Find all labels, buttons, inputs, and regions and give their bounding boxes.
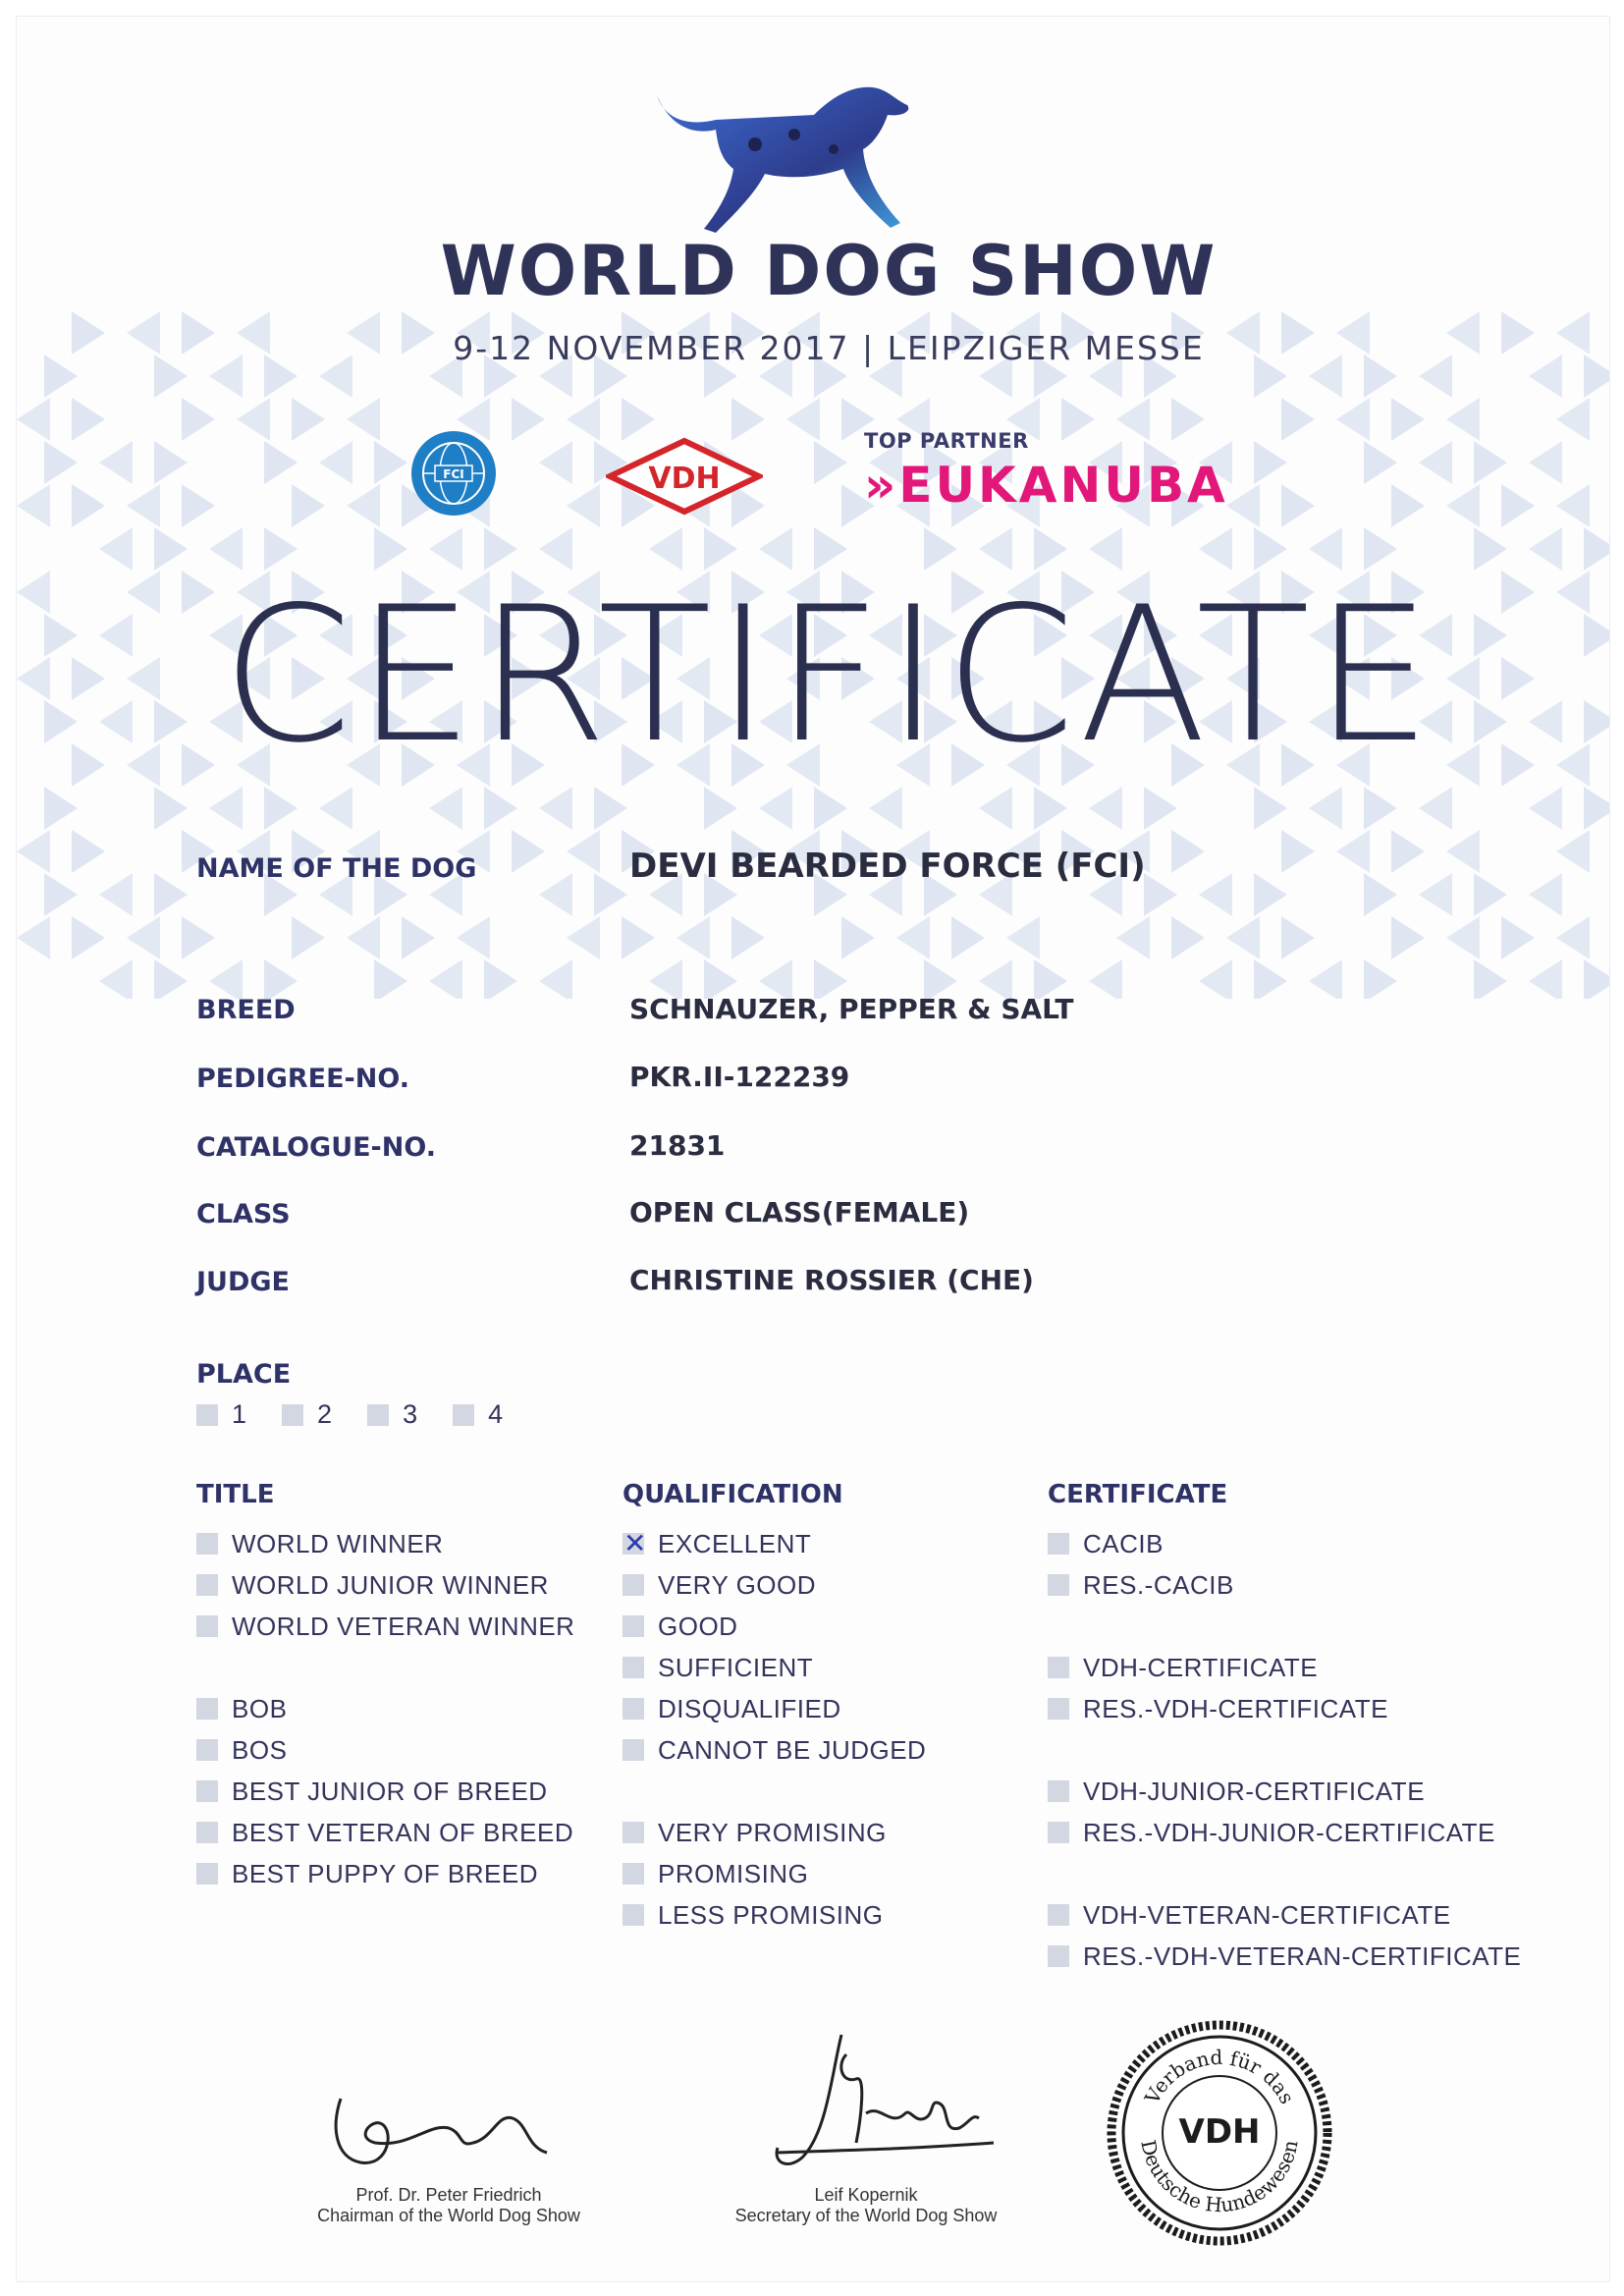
pattern-triangle <box>1556 484 1590 527</box>
checkbox[interactable] <box>1048 1698 1069 1720</box>
pattern-triangle <box>512 398 545 441</box>
pattern-triangle <box>567 484 600 527</box>
pattern-triangle <box>1446 830 1480 873</box>
pattern-triangle <box>292 398 325 441</box>
pattern-triangle <box>1529 787 1562 830</box>
pattern-triangle <box>484 787 517 830</box>
pattern-triangle <box>567 398 600 441</box>
checkbox[interactable] <box>1048 1904 1069 1926</box>
pattern-triangle <box>1446 398 1480 441</box>
pattern-triangle <box>374 959 407 999</box>
pattern-triangle <box>704 527 737 571</box>
pattern-triangle <box>99 959 133 999</box>
pattern-triangle <box>72 398 105 441</box>
pattern-triangle <box>622 398 655 441</box>
certificate-col-heading: CERTIFICATE <box>1048 1480 1228 1509</box>
certificate-column <box>1048 1480 1521 1977</box>
pattern-triangle <box>154 441 188 484</box>
pattern-triangle <box>1336 830 1370 873</box>
pattern-triangle <box>539 959 572 999</box>
checkbox[interactable] <box>623 1698 644 1720</box>
pattern-triangle <box>17 830 50 873</box>
pattern-triangle <box>1309 527 1342 571</box>
pattern-triangle <box>457 916 490 959</box>
pattern-triangle <box>622 916 655 959</box>
pattern-triangle <box>1474 441 1507 484</box>
pattern-triangle <box>759 787 792 830</box>
qualification-option[interactable]: VERY GOOD <box>623 1564 926 1606</box>
pattern-triangle <box>539 787 572 830</box>
certificate-option[interactable]: VDH-CERTIFICATE <box>1048 1647 1521 1688</box>
signature-chairman <box>282 2069 616 2226</box>
pattern-triangle <box>154 787 188 830</box>
title-option[interactable]: BEST PUPPY OF BREED <box>196 1853 574 1894</box>
pattern-triangle <box>17 484 50 527</box>
checkbox[interactable] <box>196 1863 218 1885</box>
pattern-triangle <box>44 873 78 916</box>
pattern-triangle <box>1391 398 1425 441</box>
checkbox[interactable] <box>196 1780 218 1802</box>
pattern-triangle <box>292 916 325 959</box>
name-label: NAME OF THE DOG <box>196 853 477 884</box>
pattern-triangle <box>1226 484 1260 527</box>
checkbox[interactable] <box>196 1404 218 1426</box>
pattern-triangle <box>292 484 325 527</box>
certificate-option[interactable]: RES.-CACIB <box>1048 1564 1521 1606</box>
pattern-triangle <box>44 441 78 484</box>
pattern-triangle <box>1034 787 1067 830</box>
qualification-heading: QUALIFICATION <box>623 1480 843 1509</box>
pattern-triangle <box>429 787 462 830</box>
pattern-triangle <box>1254 787 1287 830</box>
checkbox-checked[interactable] <box>623 1533 644 1555</box>
pattern-triangle <box>924 527 957 571</box>
checkbox[interactable] <box>196 1533 218 1555</box>
secretary-name: Leif Kopernik <box>814 2185 918 2205</box>
qualification-option[interactable]: LESS PROMISING <box>623 1894 926 1936</box>
svg-text:Deutsche Hundewesen: Deutsche Hundewesen <box>1136 2137 1303 2217</box>
pattern-triangle <box>209 527 243 571</box>
svg-text:Verband für das: Verband für das <box>1139 2045 1300 2108</box>
checkbox[interactable] <box>623 1863 644 1885</box>
checkbox[interactable] <box>282 1404 303 1426</box>
show-title: WORLD DOG SHOW <box>440 231 1218 311</box>
pattern-triangle <box>1254 527 1287 571</box>
svg-text:VDH: VDH <box>648 462 721 496</box>
pattern-triangle <box>1281 484 1315 527</box>
fci-logo-icon <box>409 429 498 518</box>
pattern-triangle <box>484 527 517 571</box>
checkbox[interactable] <box>453 1404 474 1426</box>
pattern-triangle <box>869 787 902 830</box>
pattern-triangle <box>731 916 765 959</box>
title-option[interactable]: WORLD JUNIOR WINNER <box>196 1564 574 1606</box>
show-subtitle: 9-12 NOVEMBER 2017 | LEIPZIGER MESSE <box>453 329 1205 367</box>
pattern-triangle <box>484 959 517 999</box>
pattern-triangle <box>1364 527 1397 571</box>
title-column <box>196 1480 574 1894</box>
pattern-triangle <box>1034 527 1067 571</box>
pattern-triangle <box>1089 527 1122 571</box>
checkbox[interactable] <box>196 1698 218 1720</box>
certificate-option[interactable]: VDH-JUNIOR-CERTIFICATE <box>1048 1771 1521 1812</box>
pattern-triangle <box>1364 959 1397 999</box>
checkbox[interactable] <box>623 1657 644 1678</box>
pattern-triangle <box>1556 830 1590 873</box>
pattern-triangle <box>1089 959 1122 999</box>
pedigree-label: PEDIGREE-NO. <box>196 1064 409 1094</box>
title-option[interactable]: BEST JUNIOR OF BREED <box>196 1771 574 1812</box>
pattern-triangle <box>1281 830 1315 873</box>
partner-block <box>864 429 1228 514</box>
pattern-triangle <box>72 484 105 527</box>
checkbox[interactable] <box>623 1904 644 1926</box>
pattern-triangle <box>1474 959 1507 999</box>
pattern-triangle <box>1199 873 1232 916</box>
pattern-triangle <box>1529 959 1562 999</box>
checkbox[interactable] <box>1048 1780 1069 1802</box>
signature-secretary <box>699 2025 1033 2226</box>
pattern-triangle <box>649 527 682 571</box>
pattern-triangle <box>1116 916 1150 959</box>
checkbox[interactable] <box>196 1615 218 1637</box>
pattern-triangle <box>127 484 160 527</box>
vdh-logo-icon <box>606 437 763 516</box>
pattern-triangle <box>1474 873 1507 916</box>
pattern-triangle <box>1529 527 1562 571</box>
certificate-page <box>16 16 1610 2282</box>
place-option-3[interactable]: 3 <box>367 1399 417 1430</box>
pattern-triangle <box>182 484 215 527</box>
pattern-triangle <box>814 527 847 571</box>
handwritten-signature-secretary <box>719 2025 1013 2177</box>
title-option[interactable]: WORLD VETERAN WINNER <box>196 1606 574 1647</box>
pattern-triangle <box>814 787 847 830</box>
class-value: OPEN CLASS(FEMALE) <box>629 1196 970 1229</box>
breed-value: SCHNAUZER, PEPPER & SALT <box>629 993 1074 1025</box>
checkbox[interactable] <box>196 1739 218 1761</box>
name-value: DEVI BEARDED FORCE (FCI) <box>629 847 1146 886</box>
pattern-triangle <box>182 398 215 441</box>
pattern-triangle <box>1281 398 1315 441</box>
certificate-option[interactable]: RES.-VDH-CERTIFICATE <box>1048 1688 1521 1729</box>
pattern-triangle <box>594 787 627 830</box>
pattern-triangle <box>154 959 188 999</box>
pattern-triangle <box>374 527 407 571</box>
chairman-name: Prof. Dr. Peter Friedrich <box>355 2185 542 2205</box>
pattern-triangle <box>1254 441 1287 484</box>
pattern-triangle <box>154 527 188 571</box>
pattern-triangle <box>402 916 435 959</box>
pattern-triangle <box>1226 916 1260 959</box>
pattern-triangle <box>1529 441 1562 484</box>
pattern-triangle <box>1144 787 1177 830</box>
pattern-triangle <box>99 873 133 916</box>
pattern-triangle <box>1171 830 1205 873</box>
pattern-triangle <box>44 787 78 830</box>
pattern-triangle <box>1584 787 1609 830</box>
pattern-triangle <box>1529 873 1562 916</box>
pattern-triangle <box>731 398 765 441</box>
pattern-triangle <box>1391 830 1425 873</box>
svg-text:FCI: FCI <box>443 467 464 481</box>
title-option[interactable]: BOS <box>196 1729 574 1771</box>
pattern-triangle <box>1089 787 1122 830</box>
pattern-triangle <box>567 830 600 873</box>
pattern-triangle <box>979 527 1012 571</box>
checkbox[interactable] <box>1048 1657 1069 1678</box>
pattern-triangle <box>1144 873 1177 916</box>
checkbox[interactable] <box>623 1574 644 1596</box>
certificate-option[interactable]: VDH-VETERAN-CERTIFICATE <box>1048 1894 1521 1936</box>
pedigree-value: PKR.II-122239 <box>629 1061 850 1093</box>
pattern-triangle <box>1391 916 1425 959</box>
partner-label: TOP PARTNER <box>864 429 1029 453</box>
pattern-triangle <box>1584 959 1609 999</box>
title-option[interactable]: BEST VETERAN OF BREED <box>196 1812 574 1853</box>
breed-label: BREED <box>196 995 296 1025</box>
checkbox[interactable] <box>196 1574 218 1596</box>
svg-text:VDH: VDH <box>1178 2112 1261 2152</box>
pattern-triangle <box>429 959 462 999</box>
pattern-triangle <box>1364 441 1397 484</box>
pattern-triangle <box>1419 787 1452 830</box>
pattern-triangle <box>182 916 215 959</box>
title-option[interactable]: WORLD WINNER <box>196 1523 574 1564</box>
pattern-triangle <box>347 484 380 527</box>
pattern-triangle <box>429 527 462 571</box>
place-option-4[interactable]: 4 <box>453 1399 503 1430</box>
pattern-triangle <box>1391 484 1425 527</box>
pattern-triangle <box>319 441 352 484</box>
pattern-triangle <box>539 527 572 571</box>
catalogue-value: 21831 <box>629 1129 726 1162</box>
pattern-triangle <box>1556 398 1590 441</box>
pattern-triangle <box>319 787 352 830</box>
pattern-triangle <box>1006 916 1040 959</box>
secretary-role: Secretary of the World Dog Show <box>734 2206 998 2225</box>
pattern-triangle <box>1199 959 1232 999</box>
pattern-triangle <box>594 873 627 916</box>
certificate-option[interactable]: RES.-VDH-VETERAN-CERTIFICATE <box>1048 1936 1521 1977</box>
certificate-option[interactable]: CACIB <box>1048 1523 1521 1564</box>
dog-logo-icon <box>637 76 932 243</box>
handwritten-signature-chairman <box>301 2069 596 2177</box>
place-label: PLACE <box>196 1359 292 1390</box>
judge-value: CHRISTINE ROSSIER (CHE) <box>629 1264 1034 1296</box>
pattern-triangle <box>539 441 572 484</box>
judge-label: JUDGE <box>196 1267 290 1297</box>
pattern-triangle <box>209 787 243 830</box>
pattern-triangle <box>154 873 188 916</box>
pattern-triangle <box>1199 527 1232 571</box>
pattern-triangle <box>951 916 985 959</box>
pattern-triangle <box>539 873 572 916</box>
certificate-option[interactable]: RES.-VDH-JUNIOR-CERTIFICATE <box>1048 1812 1521 1853</box>
pattern-triangle <box>512 830 545 873</box>
pattern-triangle <box>1309 959 1342 999</box>
pattern-triangle <box>1419 441 1452 484</box>
pattern-triangle <box>1556 916 1590 959</box>
checkbox[interactable] <box>623 1822 644 1843</box>
qualification-option[interactable]: CANNOT BE JUDGED <box>623 1729 926 1771</box>
pattern-triangle <box>99 527 133 571</box>
checkbox[interactable] <box>1048 1574 1069 1596</box>
pattern-triangle <box>841 916 875 959</box>
qualification-option[interactable]: DISQUALIFIED <box>623 1688 926 1729</box>
pattern-triangle <box>264 787 298 830</box>
pattern-triangle <box>1474 527 1507 571</box>
checkbox[interactable] <box>1048 1945 1069 1967</box>
certificate-heading: CERTIFICATE <box>221 567 1436 784</box>
checkbox[interactable] <box>623 1739 644 1761</box>
pattern-triangle <box>127 916 160 959</box>
pattern-triangle <box>237 398 270 441</box>
place-options <box>196 1399 538 1430</box>
pattern-triangle <box>374 441 407 484</box>
pattern-triangle <box>209 959 243 999</box>
qualification-option-excellent[interactable]: ✕ EXCELLENT <box>623 1523 926 1564</box>
pattern-triangle <box>1584 527 1609 571</box>
pattern-triangle <box>99 441 133 484</box>
pattern-triangle <box>1281 916 1315 959</box>
checkbox[interactable] <box>367 1404 389 1426</box>
pattern-triangle <box>17 916 50 959</box>
pattern-triangle <box>1171 916 1205 959</box>
qualification-column <box>623 1480 926 1936</box>
catalogue-label: CATALOGUE-NO. <box>196 1132 436 1163</box>
title-option[interactable]: BOB <box>196 1688 574 1729</box>
pattern-triangle <box>1419 873 1452 916</box>
pattern-triangle <box>347 398 380 441</box>
pattern-triangle <box>979 787 1012 830</box>
pattern-triangle <box>814 441 847 484</box>
pattern-triangle <box>786 398 820 441</box>
pattern-triangle <box>264 441 298 484</box>
pattern-triangle <box>1364 873 1397 916</box>
pattern-triangle <box>1501 484 1535 527</box>
place-option-2[interactable]: 2 <box>282 1399 332 1430</box>
pattern-triangle <box>1254 873 1287 916</box>
pattern-triangle <box>347 916 380 959</box>
pattern-triangle <box>264 959 298 999</box>
qualification-option[interactable]: SUFFICIENT <box>623 1647 926 1688</box>
pattern-triangle <box>72 830 105 873</box>
qualification-option[interactable]: GOOD <box>623 1606 926 1647</box>
class-label: CLASS <box>196 1199 291 1230</box>
pattern-triangle <box>1501 916 1535 959</box>
checkbox[interactable] <box>623 1615 644 1637</box>
pattern-triangle <box>1336 398 1370 441</box>
place-option-1[interactable]: 1 <box>196 1399 246 1430</box>
pattern-triangle <box>759 527 792 571</box>
chairman-role: Chairman of the World Dog Show <box>317 2206 580 2225</box>
pattern-triangle <box>677 916 710 959</box>
pattern-triangle <box>1309 787 1342 830</box>
pattern-triangle <box>567 916 600 959</box>
pattern-triangle <box>72 916 105 959</box>
qualification-option[interactable]: VERY PROMISING <box>623 1812 926 1853</box>
pattern-triangle <box>1446 484 1480 527</box>
checkbox[interactable] <box>1048 1822 1069 1843</box>
pattern-triangle <box>896 916 930 959</box>
pattern-triangle <box>1364 787 1397 830</box>
pattern-triangle <box>1254 959 1287 999</box>
title-heading: TITLE <box>196 1480 275 1509</box>
pattern-triangle <box>1446 916 1480 959</box>
qualification-option[interactable]: PROMISING <box>623 1853 926 1894</box>
partner-brand-logo: »EUKANUBA <box>864 457 1228 514</box>
pattern-triangle <box>704 787 737 830</box>
pattern-triangle <box>17 398 50 441</box>
checkbox[interactable] <box>1048 1533 1069 1555</box>
vdh-seal-icon <box>1107 2020 1332 2246</box>
checkbox[interactable] <box>196 1822 218 1843</box>
pattern-triangle <box>264 527 298 571</box>
